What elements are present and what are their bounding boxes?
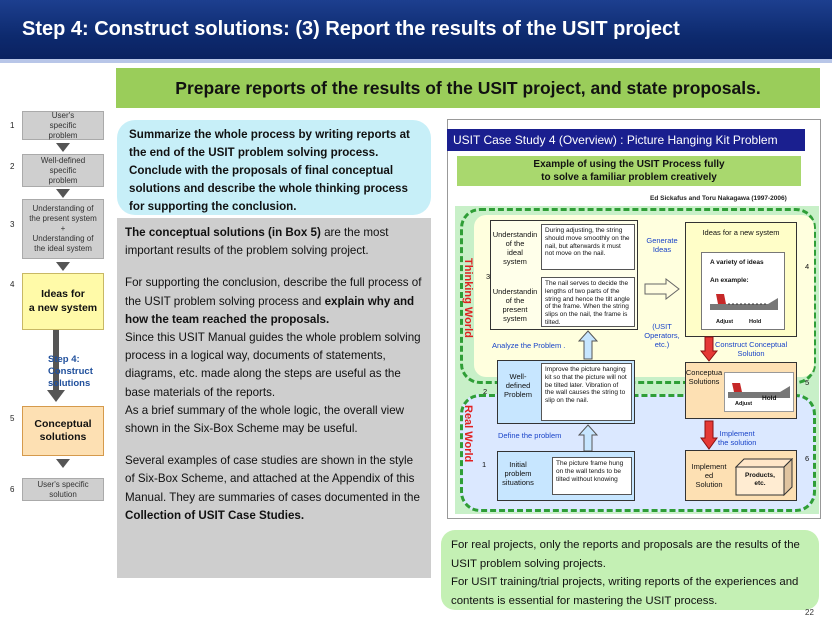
flow-arrow (56, 459, 70, 468)
paragraph-3: Several examples of case studies are shown in the style of Six-Box Scheme, and attached at the Appendix of this Manual. They are summaries of cases documented in the Collection of USIT Case Studies. (125, 454, 420, 522)
flow-arrow (56, 143, 70, 152)
implemented-label: Implement ed Solution (691, 462, 727, 489)
flow-box-users-problem: User's specific problem (22, 111, 104, 140)
define-problem-label: Define the problem (498, 431, 562, 440)
page-title: Step 4: Construct solutions: (3) Report the results of the USIT project (22, 18, 680, 40)
step4-arrow-head (47, 390, 65, 402)
conceptual-adjust-label: Adjust (735, 401, 753, 407)
flow-arrow (56, 262, 70, 271)
conceptual-label: Conceptua Solutions (685, 368, 723, 386)
thinking-world-label: Thinking World (462, 258, 474, 338)
diagram-num-6: 6 (805, 454, 810, 463)
products-label: Products, etc. (745, 472, 775, 487)
adjust-label: Adjust (716, 319, 734, 325)
analyze-arrow (578, 330, 598, 360)
header-underline (0, 59, 832, 63)
case-study-subtitle: Example of using the USIT Process fully to solve a familiar problem creatively (457, 156, 801, 186)
initial-text: The picture frame hung on the wall tends to be tilted without knowing (552, 457, 632, 495)
banner: Prepare reports of the results of the USIT project, and state proposals. (116, 68, 820, 108)
understanding-present-label: Understandin of the present system (492, 287, 538, 323)
an-example-label: An example: (710, 277, 749, 284)
ideas-title: Ideas for a new system (702, 228, 780, 237)
diagram-num-1: 1 (482, 460, 487, 469)
hold-label: Hold (749, 319, 762, 325)
diagram-num-2: 2 (483, 387, 488, 396)
understanding-ideal-label: Understandin of the ideal system (492, 230, 538, 266)
diagram-num-4: 4 (805, 262, 810, 271)
conceptual-hold-label: Hold (762, 395, 777, 402)
flow-num-4: 4 (10, 280, 15, 289)
hanger-sketch-icon (708, 290, 780, 312)
bottom-note: For real projects, only the reports and proposals are the results of the USIT problem solving projects. For USIT training/trial projects, writing reports of the experiences and contents is essential for mastering the USIT process. (441, 530, 819, 610)
diagram-num-5: 5 (805, 378, 810, 387)
flow-box-specific-solution: User's specific solution (22, 478, 104, 501)
flow-box-understanding: Understanding of the present system + Understanding of the ideal system (22, 199, 104, 259)
paragraph-2: For supporting the conclusion, describe the full process of the USIT problem solving process and explain why and how the team reached the proposals. Since this USIT Manual guides the whole problem solving process in a logical way, documents of statements, diagrams, etc. made along the steps are useful as the base materials of the reports. As a brief summary of the whole logic, the overall view shown in the Six-Box Scheme may be useful. (125, 276, 422, 436)
define-arrow (578, 424, 598, 452)
generate-arrow (644, 278, 680, 300)
implement-solution-label: Implement the solution (718, 429, 757, 447)
step4-label: Step 4: Construct solutions (48, 354, 93, 389)
hanger-sketch-icon (726, 380, 792, 400)
real-world-label: Real World (462, 405, 474, 463)
implement-arrow (700, 420, 718, 450)
flow-num-2: 2 (10, 162, 15, 171)
generate-ideas-label: Generate Ideas (646, 236, 678, 254)
explanation-box (117, 218, 431, 578)
construct-solution-label: Construct Conceptual Solution (715, 340, 788, 358)
flow-box-well-defined: Well-defined specific problem (22, 154, 104, 187)
initial-label: Initial problem situations (502, 460, 534, 487)
well-defined-label: Well- defined Problem (504, 372, 532, 399)
case-study-title: USIT Case Study 4 (Overview) : Picture Hanging Kit Problem (447, 129, 805, 151)
flow-num-5: 5 (10, 414, 15, 423)
flow-num-3: 3 (10, 220, 15, 229)
flow-arrow (56, 189, 70, 198)
understanding-present-text: The nail serves to decide the lengths of two parts of the string and hence the tilt angle of the frame. When the string slips on the nail, the frame is tilted. (541, 277, 635, 327)
flow-num-6: 6 (10, 485, 15, 494)
flow-box-ideas: Ideas for a new system (22, 273, 104, 330)
case-study-authors: Ed Sickafus and Toru Nakagawa (1997-2006) (650, 195, 787, 202)
understanding-ideal-text: During adjusting, the string should move smoothly on the nail, but afterwards it must not move on the nail. (541, 224, 635, 270)
summary-box: Summarize the whole process by writing reports at the end of the USIT problem solving process. Conclude with the proposals of final conceptual solutions and describe the whole thinking process for supporting the conclusion. (117, 120, 431, 215)
variety-label: A variety of ideas (710, 259, 764, 266)
analyze-problem-label: Analyze the Problem . (492, 341, 566, 350)
flow-num-1: 1 (10, 121, 15, 130)
construct-arrow (700, 336, 718, 362)
well-defined-text: Improve the picture hanging kit so that the picture will not be tilted later. Vibration of the wall causes the string to slip on the nail. (541, 363, 632, 421)
page-number: 22 (805, 608, 814, 617)
paragraph-1: The conceptual solutions (in Box 5) are the most important results of the problem solving project. (125, 226, 389, 258)
flow-box-conceptual: Conceptual solutions (22, 406, 104, 456)
diagram-num-3: 3 (486, 272, 491, 281)
usit-operators-label: (USIT Operators, etc.) (644, 322, 680, 349)
